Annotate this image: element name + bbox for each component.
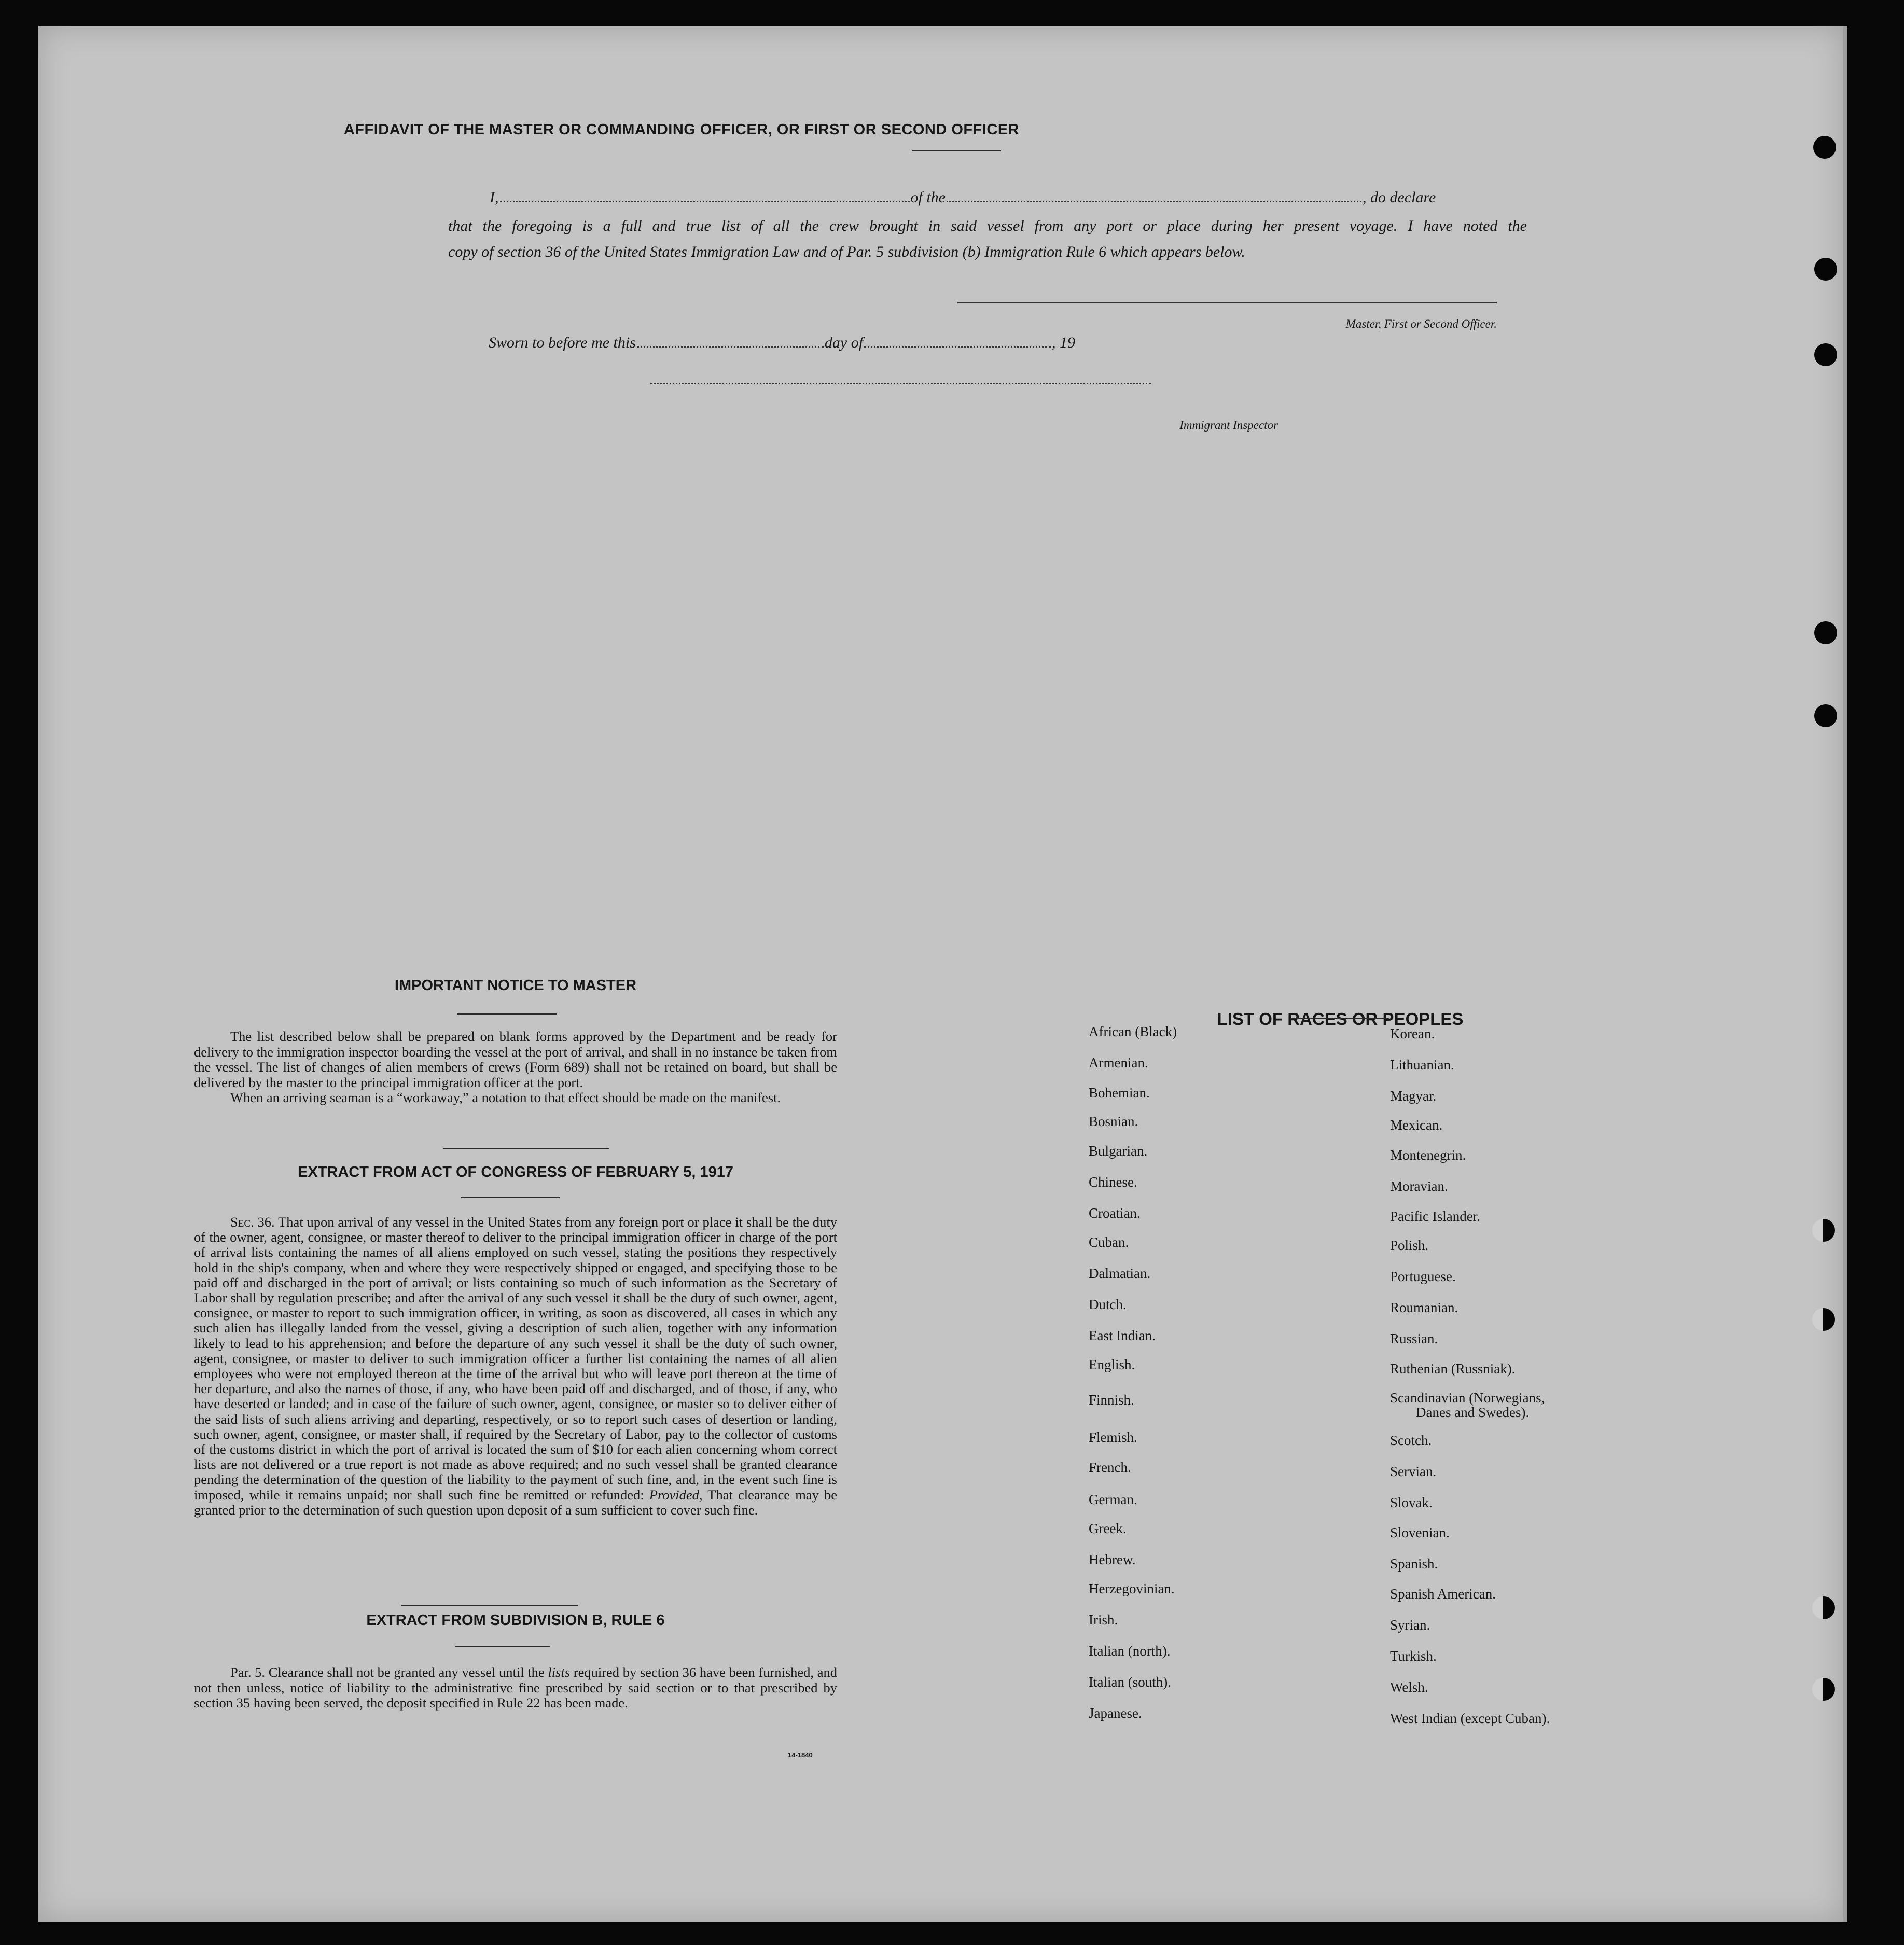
race-item: Greek.	[1089, 1521, 1127, 1536]
race-item: West Indian (except Cuban).	[1390, 1711, 1550, 1726]
punch-hole	[1812, 1219, 1835, 1242]
race-item: Welsh.	[1390, 1679, 1428, 1695]
sworn-day-field[interactable]	[637, 345, 824, 348]
race-item: Montenegrin.	[1390, 1147, 1466, 1163]
officer-signature-line[interactable]	[957, 302, 1497, 303]
race-item: Ruthenian (Russniak).	[1390, 1361, 1516, 1377]
officer-signature-label: Master, First or Second Officer.	[1345, 317, 1497, 330]
race-item: Danes and Swedes).	[1416, 1405, 1530, 1420]
notice-text: The list described below shall be prepared on blank forms approved by the Department and be ready for delivery to the immigration inspector boarding the vessel at the port of arrival, and shall in no instance be taken from the vessel. The list of changes of alien members of crews (Form 689) shall not be retained on board, but shall be delivered by the master to the principal immigration officer at the port.	[194, 1029, 837, 1090]
inspector-label: Immigrant Inspector	[1179, 419, 1278, 432]
section-divider	[1290, 1018, 1389, 1019]
rule-text-end: required by section 36 have been furnished, and not then unless, notice of liability to the administrative fine prescribed by said section or to that prescribed by section 35 having been served, the deposit specified in Rule 22 has been made.	[194, 1664, 837, 1711]
race-item: Turkish.	[1390, 1648, 1437, 1664]
race-item: Polish.	[1390, 1238, 1429, 1253]
punch-hole	[1814, 704, 1837, 727]
rule-paragraph	[194, 1665, 837, 1711]
section-divider	[461, 1197, 560, 1198]
race-item: Moravian.	[1390, 1178, 1448, 1194]
race-item: Italian (north).	[1089, 1643, 1171, 1659]
punch-hole	[1814, 621, 1837, 644]
race-item: Syrian.	[1390, 1617, 1430, 1633]
race-item: French.	[1089, 1460, 1131, 1475]
race-item: Hebrew.	[1089, 1552, 1136, 1567]
name-field[interactable]	[500, 200, 910, 202]
declaration-i: I,	[490, 189, 499, 206]
declaration-of-the: of the	[910, 189, 946, 206]
sworn-month-field[interactable]	[864, 345, 1051, 348]
race-item: German.	[1089, 1492, 1137, 1507]
race-item: Servian.	[1390, 1464, 1437, 1479]
race-item: Bulgarian.	[1089, 1143, 1148, 1159]
act-provided: Provided,	[649, 1486, 703, 1503]
punch-hole	[1812, 1678, 1835, 1701]
race-item: Pacific Islander.	[1390, 1208, 1480, 1224]
form-number: 14-1840	[788, 1751, 813, 1759]
rule-title: EXTRACT FROM SUBDIVISION B, RULE 6	[366, 1612, 665, 1629]
race-item: Scotch.	[1390, 1433, 1432, 1448]
sworn-day-of: day of	[824, 334, 864, 351]
notice-title: IMPORTANT NOTICE TO MASTER	[394, 977, 637, 994]
rule-text-start: Par. 5. Clearance shall not be granted any vessel until the	[230, 1664, 545, 1680]
race-item: Scandinavian (Norwegians,	[1390, 1390, 1545, 1406]
race-item: Finnish.	[1089, 1392, 1134, 1408]
vessel-field[interactable]	[947, 200, 1361, 202]
act-text: That upon arrival of any vessel in the United States from any foreign port or place it shall be the duty of the owner, agent, consignee, or master thereof to deliver to the principal immigration officer in charge of the port of arrival lists containing the names of all aliens employed on such vessel, stating the positions they respectively hold in the ship's company, when and where they were respectively shipped or engaged, and specifying those to be paid off and discharged in the port of arrival; or lists containing so much of such information as the Secretary of Labor shall by regulation prescribe; and after the arrival of any such vessel it shall be the duty of such owner, agent, consignee, or master to report to such immigration officer, in writing, as soon as discovered, all cases in which any such alien has illegally landed from the vessel, giving a description of such alien, together with any information likely to lead to his apprehension; and before the departure of any such vessel it shall be the duty of such owner, agent, consignee, or master to deliver to such immigration officer a further list containing the names of all alien employees who were not employed thereon at the time of the arrival but who will leave port thereon at the time of her departure, and also the names of those, if any, who have been paid off and discharged, and of those, if any, who have deserted or landed; and in case of the failure of such owner, agent, consignee, or master so to deliver either of the said lists of such aliens arriving and departing, respectively, or so to report such cases of desertion or landing, such owner, agent, consignee, or master shall, if required by the Secretary of Labor, pay to the collector of customs of the customs district in which the port of arrival is located the sum of $10 for each alien concerning whom correct lists are not delivered or a true report is not made as above required; and no such vessel shall be granted clearance pending the determination of the question of the liability to the payment of such fine, and, in the event such fine is imposed, while it remains unpaid; nor shall such fine be remitted or refunded:	[194, 1214, 838, 1503]
notice-paragraph	[194, 1029, 837, 1090]
race-item: Bosnian.	[1089, 1114, 1138, 1129]
race-item: Irish.	[1089, 1612, 1118, 1628]
race-item: Chinese.	[1089, 1174, 1137, 1190]
race-item: Italian (south).	[1089, 1674, 1171, 1690]
rule-lists-word: lists	[548, 1664, 571, 1680]
document-page	[38, 26, 1847, 1922]
race-item: Roumanian.	[1390, 1300, 1458, 1315]
punch-hole	[1813, 136, 1836, 159]
race-item: Russian.	[1390, 1331, 1438, 1346]
title-divider	[912, 150, 1001, 151]
section-divider	[401, 1605, 578, 1606]
punch-hole	[1814, 258, 1837, 281]
race-item: Herzegovinian.	[1089, 1581, 1175, 1596]
races-title: LIST OF RACES OR PEOPLES	[1217, 1009, 1464, 1029]
declaration-end: , do declare	[1363, 189, 1436, 206]
punch-hole	[1814, 343, 1837, 366]
affidavit-text-line: copy of section 36 of the United States Immigration Law and of Par. 5 subdivision (b) Immigration Rule 6 which appears below.	[448, 243, 1245, 260]
sworn-year-prefix: , 19	[1052, 334, 1076, 351]
race-item: Armenian.	[1089, 1055, 1148, 1071]
punch-hole	[1812, 1308, 1835, 1331]
race-item: Slovak.	[1390, 1495, 1433, 1510]
sworn-start: Sworn to before me this	[489, 334, 636, 351]
race-item: Slovenian.	[1390, 1525, 1450, 1540]
section-divider	[455, 1646, 550, 1647]
punch-hole	[1812, 1596, 1835, 1619]
race-item: Dalmatian.	[1089, 1266, 1151, 1281]
race-item: Magyar.	[1390, 1088, 1437, 1104]
section-divider	[443, 1148, 609, 1149]
notice-text: When an arriving seaman is a “workaway,” a notation to that effect should be made on the manifest.	[230, 1090, 781, 1105]
race-item: Spanish.	[1390, 1556, 1438, 1572]
race-item: Mexican.	[1390, 1117, 1443, 1133]
sworn-line	[489, 334, 1075, 352]
act-section-36-text	[194, 1215, 837, 1518]
race-item: Dutch.	[1089, 1297, 1127, 1312]
inspector-signature-line[interactable]	[650, 383, 1151, 384]
race-item: Korean.	[1390, 1026, 1435, 1041]
race-item: Flemish.	[1089, 1429, 1137, 1445]
race-item: East Indian.	[1089, 1328, 1156, 1343]
race-item: Cuban.	[1089, 1234, 1129, 1250]
affidavit-declaration-line	[490, 189, 1527, 206]
race-item: English.	[1089, 1357, 1135, 1372]
act-text-end: That clearance may be granted prior to the determination of such question upon deposit of a sum sufficient to cover such fine.	[194, 1486, 838, 1518]
race-item: Spanish American.	[1390, 1586, 1496, 1602]
act-title: EXTRACT FROM ACT OF CONGRESS OF FEBRUARY 5, 1917	[297, 1164, 734, 1180]
notice-paragraph	[194, 1090, 837, 1106]
section-divider	[457, 1013, 557, 1015]
race-item: Lithuanian.	[1390, 1057, 1454, 1073]
race-item: Japanese.	[1089, 1705, 1142, 1721]
act-sec-label: Sec. 36.	[230, 1214, 275, 1230]
race-item: Bohemian.	[1089, 1085, 1150, 1101]
affidavit-title: AFFIDAVIT OF THE MASTER OR COMMANDING OFFICER, OR FIRST OR SECOND OFFICER	[343, 121, 1020, 138]
affidavit-text-line: that the foregoing is a full and true list of all the crew brought in said vessel from any port or place during her present voyage. I have noted the	[448, 217, 1527, 234]
race-item: African (Black)	[1089, 1024, 1177, 1039]
race-item: Croatian.	[1089, 1205, 1141, 1221]
race-item: Portuguese.	[1390, 1269, 1456, 1284]
